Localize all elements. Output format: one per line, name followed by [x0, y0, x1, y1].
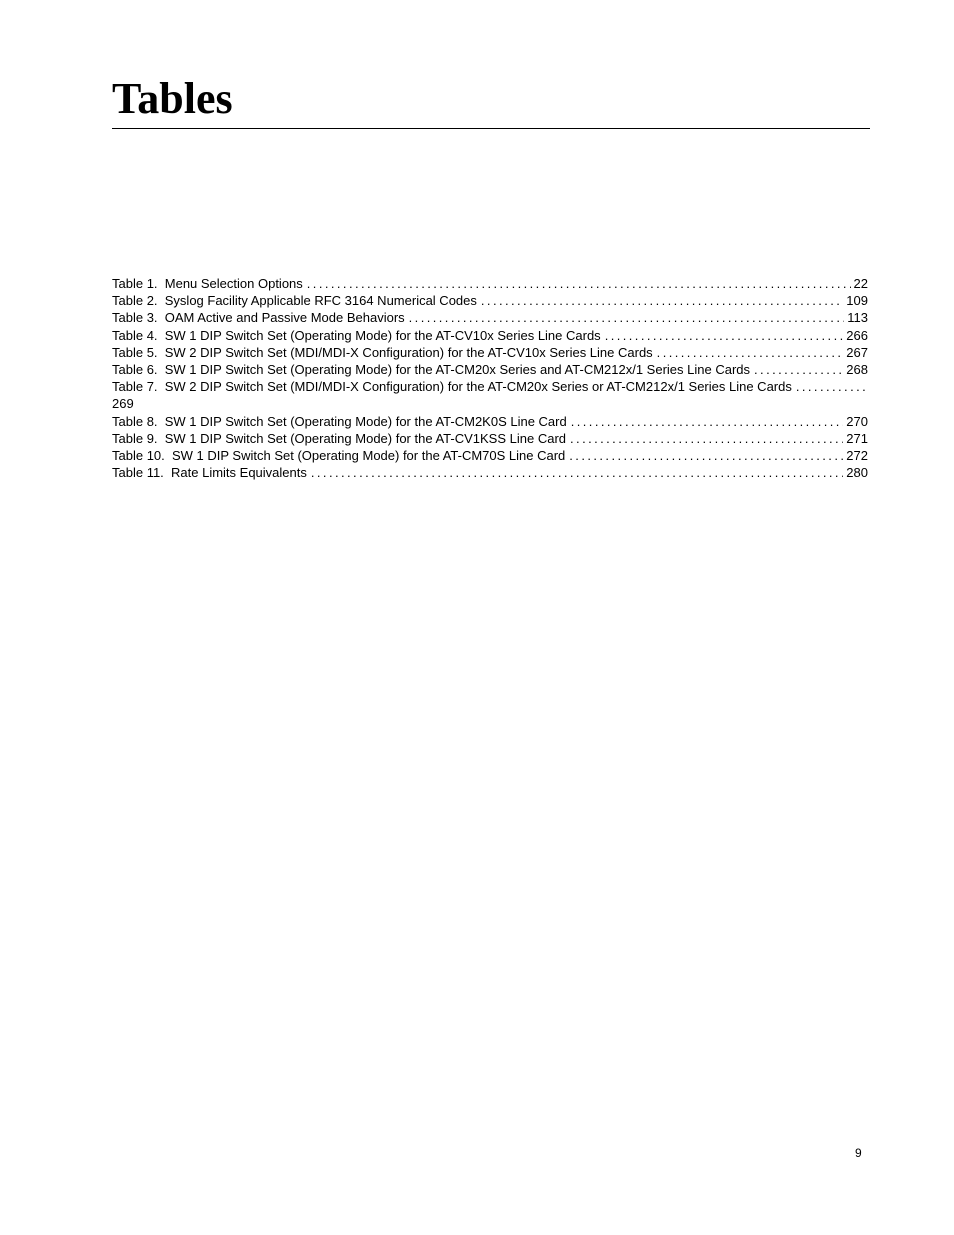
title-divider: [112, 128, 870, 129]
toc-entry-page: 272: [846, 448, 868, 464]
toc-entry-table-9[interactable]: [112, 430, 868, 447]
toc-entry-table-7[interactable]: [112, 378, 868, 412]
toc-entry-page: 268: [846, 362, 868, 378]
dot-leader: [570, 430, 843, 447]
toc-entry-page: 271: [846, 430, 868, 446]
dot-leader: [754, 361, 843, 378]
toc-entry-page: 266: [846, 327, 868, 343]
toc-entry-table-8[interactable]: [112, 413, 868, 430]
dot-leader: [796, 378, 868, 395]
toc-entry-label: Table 6. SW 1 DIP Switch Set (Operating Mode) for the AT-CM20x Series and AT-CM212x/1 Series Line Cards: [112, 362, 751, 378]
toc-entry-label: Table 9. SW 1 DIP Switch Set (Operating Mode) for the AT-CV1KSS Line Card: [112, 430, 567, 446]
dot-leader: [657, 344, 844, 361]
toc-entry-first-line: [112, 378, 868, 395]
dot-leader: [605, 327, 844, 344]
toc-entry-label: Table 5. SW 2 DIP Switch Set (MDI/MDI-X Configuration) for the AT-CV10x Series Line Cards: [112, 344, 653, 360]
toc-entry-label: Table 3. OAM Active and Passive Mode Behaviors: [112, 310, 405, 326]
toc-entry-page: 270: [846, 413, 868, 429]
dot-leader: [307, 275, 851, 292]
toc-entry-page: 22: [853, 276, 868, 291]
toc-entry-table-2[interactable]: [112, 292, 868, 309]
dot-leader: [311, 464, 843, 481]
page-title: Tables: [112, 74, 233, 123]
toc-entry-table-4[interactable]: [112, 327, 868, 344]
dot-leader: [569, 447, 843, 464]
toc-entry-label: Table 4. SW 1 DIP Switch Set (Operating Mode) for the AT-CV10x Series Line Cards: [112, 327, 601, 343]
dot-leader: [481, 292, 843, 309]
toc-entry-page: 109: [846, 293, 868, 309]
toc-entry-table-6[interactable]: [112, 361, 868, 378]
dot-leader: [571, 413, 844, 430]
toc-entry-table-3[interactable]: [112, 309, 868, 326]
toc-entry-label: Table 1. Menu Selection Options: [112, 276, 303, 291]
toc-entry-table-11[interactable]: [112, 464, 868, 481]
toc-entry-label: Table 2. Syslog Facility Applicable RFC 3164 Numerical Codes: [112, 293, 477, 309]
page-number: 9: [855, 1146, 862, 1160]
toc-entry-label: Table 10. SW 1 DIP Switch Set (Operating Mode) for the AT-CM70S Line Card: [112, 448, 566, 464]
toc-entry-page: 269: [112, 396, 134, 412]
toc-entry-table-5[interactable]: [112, 344, 868, 361]
toc-entry-label: Table 11. Rate Limits Equivalents: [112, 465, 307, 481]
toc-entry-label: Table 7. SW 2 DIP Switch Set (MDI/MDI-X Configuration) for the AT-CM20x Series or AT-CM212x/1 Series Line Cards: [112, 379, 792, 395]
toc-entry-table-1[interactable]: [112, 275, 868, 292]
toc-entry-table-10[interactable]: [112, 447, 868, 464]
toc-entry-label: Table 8. SW 1 DIP Switch Set (Operating Mode) for the AT-CM2K0S Line Card: [112, 413, 567, 429]
toc-entry-page: 113: [847, 310, 868, 326]
toc-entry-page: 267: [846, 344, 868, 360]
toc-entry-page: 280: [846, 465, 868, 481]
dot-leader: [409, 309, 845, 326]
table-of-tables: [112, 275, 868, 481]
